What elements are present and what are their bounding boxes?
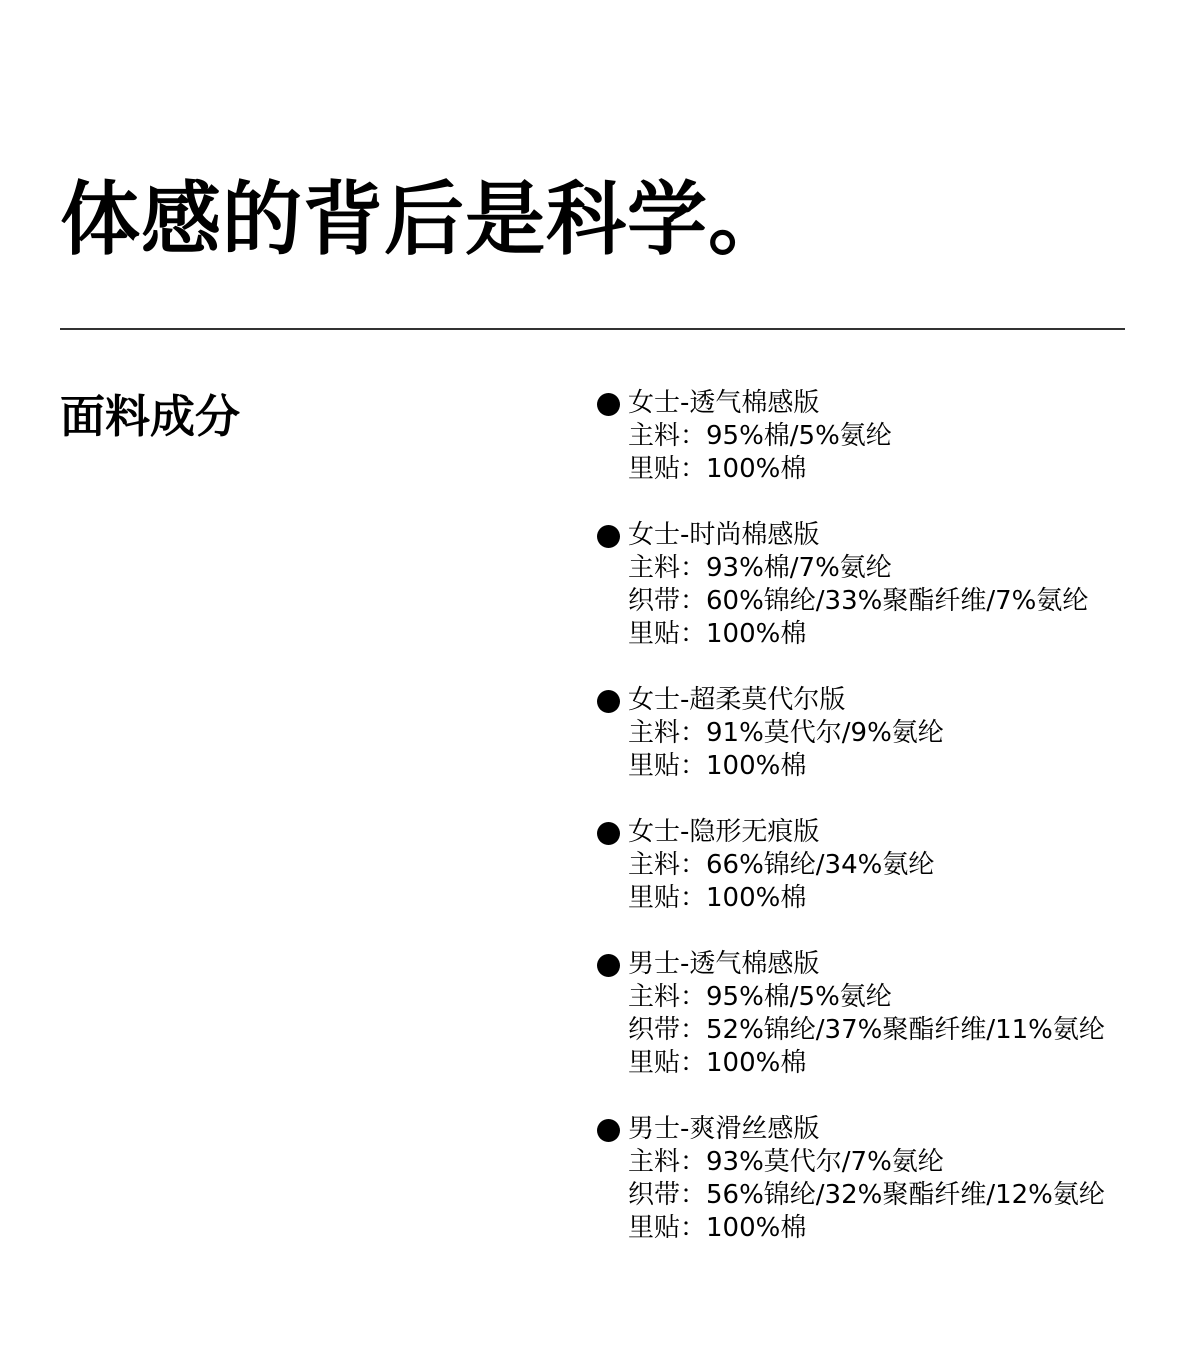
bullet-dot-icon: [597, 1119, 620, 1142]
fabric-composition-line: 主料：66%锦纶/34%氨纶: [628, 850, 935, 880]
fabric-composition-line: 主料：93%莫代尔/7%氨纶: [628, 1147, 944, 1177]
fabric-item-name: 男士-透气棉感版: [628, 949, 820, 979]
fabric-composition-list: [597, 387, 1105, 1278]
fabric-item-name: 女士-透气棉感版: [628, 388, 820, 418]
fabric-item: [597, 1113, 1105, 1245]
fabric-item-name: 女士-超柔莫代尔版: [628, 685, 846, 715]
fabric-item: [597, 387, 1105, 486]
fabric-item: [597, 684, 1105, 783]
fabric-item: [597, 948, 1105, 1080]
fabric-item-name: 男士-爽滑丝感版: [628, 1114, 820, 1144]
fabric-composition-line: 织带：60%锦纶/33%聚酯纤维/7%氨纶: [628, 586, 1089, 616]
page-headline: 体感的背后是科学。: [60, 173, 789, 266]
bullet-dot-icon: [597, 822, 620, 845]
fabric-composition-line: 里贴：100%棉: [628, 883, 807, 913]
fabric-composition-line: 主料：95%棉/5%氨纶: [628, 982, 892, 1012]
fabric-composition-line: 主料：93%棉/7%氨纶: [628, 553, 892, 583]
fabric-composition-line: 里贴：100%棉: [628, 454, 807, 484]
fabric-item: [597, 519, 1105, 651]
bullet-dot-icon: [597, 525, 620, 548]
fabric-composition-line: 织带：52%锦纶/37%聚酯纤维/11%氨纶: [628, 1015, 1105, 1045]
fabric-composition-line: 里贴：100%棉: [628, 1048, 807, 1078]
bullet-dot-icon: [597, 690, 620, 713]
fabric-composition-line: 织带：56%锦纶/32%聚酯纤维/12%氨纶: [628, 1180, 1105, 1210]
section-divider: [60, 328, 1125, 330]
bullet-dot-icon: [597, 954, 620, 977]
fabric-composition-line: 主料：95%棉/5%氨纶: [628, 421, 892, 451]
fabric-composition-line: 里贴：100%棉: [628, 619, 807, 649]
fabric-item-name: 女士-时尚棉感版: [628, 520, 820, 550]
section-title-fabric-composition: 面料成分: [60, 390, 241, 443]
bullet-dot-icon: [597, 393, 620, 416]
fabric-composition-line: 里贴：100%棉: [628, 751, 807, 781]
fabric-composition-line: 里贴：100%棉: [628, 1213, 807, 1243]
fabric-composition-line: 主料：91%莫代尔/9%氨纶: [628, 718, 944, 748]
fabric-item-name: 女士-隐形无痕版: [628, 817, 820, 847]
fabric-item: [597, 816, 1105, 915]
